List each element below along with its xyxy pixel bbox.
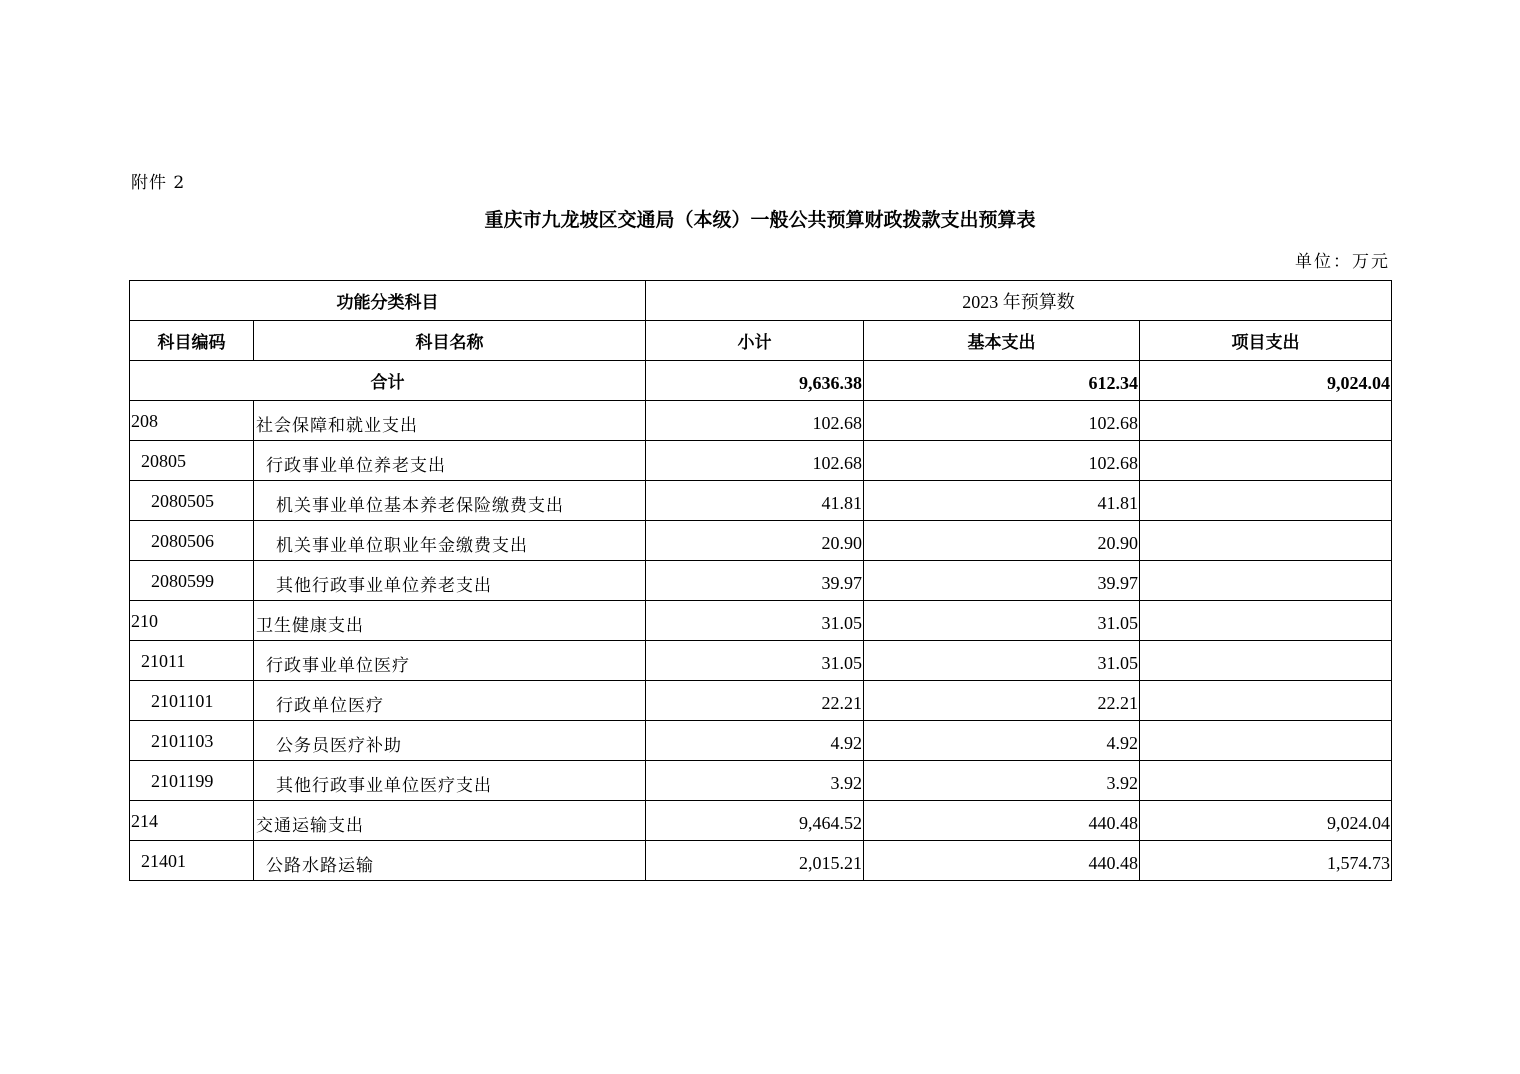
- row-basic: 39.97: [864, 561, 1140, 601]
- table-row: [130, 401, 1392, 441]
- row-name: 其他行政事业单位养老支出: [254, 561, 646, 601]
- row-subtotal: 102.68: [646, 441, 864, 481]
- row-project: 9,024.04: [1140, 801, 1392, 841]
- row-project: [1140, 441, 1392, 481]
- table-row: [130, 721, 1392, 761]
- col-header-subtotal: 小计: [646, 321, 864, 361]
- row-name: 行政事业单位养老支出: [254, 441, 646, 481]
- group-header-functional-classification: 功能分类科目: [130, 281, 646, 321]
- table-row: [130, 681, 1392, 721]
- row-name: 行政事业单位医疗: [254, 641, 646, 681]
- row-basic: 102.68: [864, 441, 1140, 481]
- row-name: 交通运输支出: [254, 801, 646, 841]
- row-project: 1,574.73: [1140, 841, 1392, 881]
- col-header-basic: 基本支出: [864, 321, 1140, 361]
- row-subtotal: 22.21: [646, 681, 864, 721]
- row-code: 210: [130, 601, 254, 641]
- row-basic: 20.90: [864, 521, 1140, 561]
- row-project: [1140, 681, 1392, 721]
- row-code: 2080506: [130, 521, 254, 561]
- row-subtotal: 31.05: [646, 641, 864, 681]
- row-name: 行政单位医疗: [254, 681, 646, 721]
- total-project: 9,024.04: [1140, 361, 1392, 401]
- table-row: [130, 761, 1392, 801]
- row-basic: 102.68: [864, 401, 1140, 441]
- row-code: 2101101: [130, 681, 254, 721]
- table-row: [130, 601, 1392, 641]
- row-basic: 440.48: [864, 801, 1140, 841]
- row-code: 2080599: [130, 561, 254, 601]
- row-subtotal: 41.81: [646, 481, 864, 521]
- group-header-budget-year: 2023 年预算数: [646, 281, 1392, 321]
- budget-table-body: [130, 281, 1392, 881]
- row-name: 机关事业单位职业年金缴费支出: [254, 521, 646, 561]
- row-code: 20805: [130, 441, 254, 481]
- row-basic: 31.05: [864, 641, 1140, 681]
- row-subtotal: 20.90: [646, 521, 864, 561]
- attachment-label: 附件 2: [131, 173, 186, 193]
- total-row: [130, 361, 1392, 401]
- row-code: 2101199: [130, 761, 254, 801]
- row-project: [1140, 481, 1392, 521]
- table-row: [130, 561, 1392, 601]
- row-subtotal: 2,015.21: [646, 841, 864, 881]
- unit-label: 单位：万元: [1295, 252, 1390, 272]
- table-row: [130, 801, 1392, 841]
- row-code: 2080505: [130, 481, 254, 521]
- row-code: 21401: [130, 841, 254, 881]
- table-row: [130, 641, 1392, 681]
- row-project: [1140, 641, 1392, 681]
- page-title: 重庆市九龙坡区交通局（本级）一般公共预算财政拨款支出预算表: [484, 209, 1036, 231]
- row-project: [1140, 721, 1392, 761]
- total-label: 合计: [130, 361, 646, 401]
- row-project: [1140, 761, 1392, 801]
- row-subtotal: 39.97: [646, 561, 864, 601]
- column-header-row: [130, 321, 1392, 361]
- row-subtotal: 4.92: [646, 721, 864, 761]
- col-header-project: 项目支出: [1140, 321, 1392, 361]
- row-project: [1140, 521, 1392, 561]
- row-project: [1140, 561, 1392, 601]
- row-code: 208: [130, 401, 254, 441]
- table-row: [130, 481, 1392, 521]
- row-basic: 440.48: [864, 841, 1140, 881]
- row-subtotal: 102.68: [646, 401, 864, 441]
- row-basic: 3.92: [864, 761, 1140, 801]
- row-basic: 41.81: [864, 481, 1140, 521]
- row-code: 214: [130, 801, 254, 841]
- row-subtotal: 3.92: [646, 761, 864, 801]
- row-name: 公务员医疗补助: [254, 721, 646, 761]
- row-basic: 22.21: [864, 681, 1140, 721]
- table-row: [130, 521, 1392, 561]
- row-project: [1140, 401, 1392, 441]
- col-header-code: 科目编码: [130, 321, 254, 361]
- row-basic: 4.92: [864, 721, 1140, 761]
- row-subtotal: 31.05: [646, 601, 864, 641]
- total-basic: 612.34: [864, 361, 1140, 401]
- table-row: [130, 841, 1392, 881]
- row-name: 机关事业单位基本养老保险缴费支出: [254, 481, 646, 521]
- table-row: [130, 441, 1392, 481]
- row-basic: 31.05: [864, 601, 1140, 641]
- total-subtotal: 9,636.38: [646, 361, 864, 401]
- row-subtotal: 9,464.52: [646, 801, 864, 841]
- col-header-name: 科目名称: [254, 321, 646, 361]
- row-name: 其他行政事业单位医疗支出: [254, 761, 646, 801]
- budget-table: [129, 280, 1392, 881]
- row-name: 卫生健康支出: [254, 601, 646, 641]
- row-name: 公路水路运输: [254, 841, 646, 881]
- row-code: 21011: [130, 641, 254, 681]
- row-code: 2101103: [130, 721, 254, 761]
- row-project: [1140, 601, 1392, 641]
- row-name: 社会保障和就业支出: [254, 401, 646, 441]
- group-header-row: [130, 281, 1392, 321]
